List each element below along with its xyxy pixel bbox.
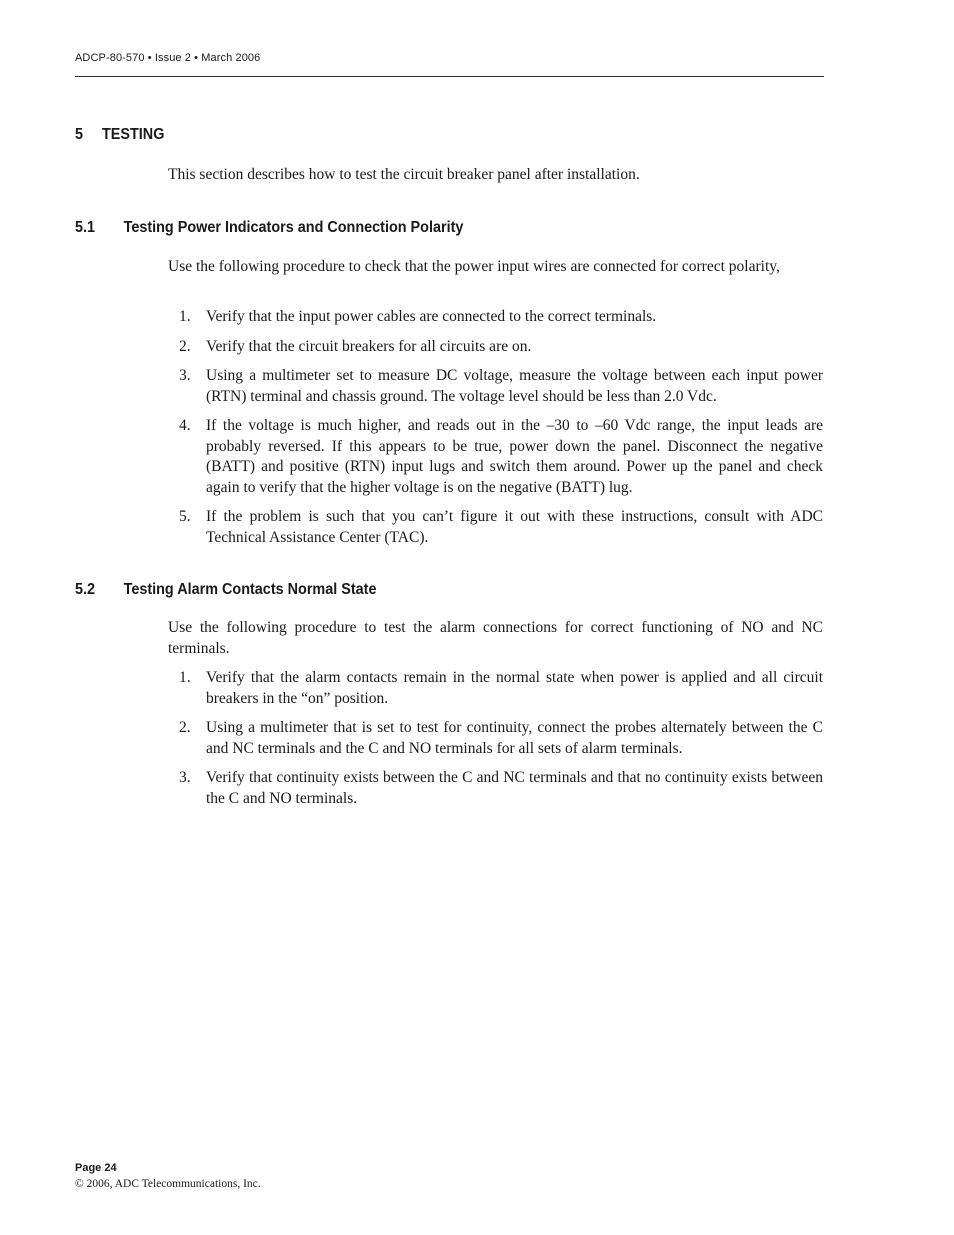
step-text: Verify that the circuit breakers for all circuits are on. (206, 337, 532, 355)
section-title: Testing Alarm Contacts Normal State (123, 581, 377, 598)
step-text: If the problem is such that you can’t figure it out with these instructions, consult with ADC Technical Assistance Center (TAC). (206, 508, 823, 546)
list-item (168, 337, 823, 358)
section-number: 5.2 (75, 581, 96, 598)
section-5-intro: This section describes how to test the circuit breaker panel after installation. (168, 166, 640, 183)
step-number: 4. (179, 417, 191, 434)
step-number: 3. (179, 367, 191, 384)
document-id-header: ADCP-80-570 • Issue 2 • March 2006 (75, 52, 261, 64)
step-text: If the voltage is much higher, and reads out in the –30 to –60 Vdc range, the input leads are probably reversed. If this appears to be true, power down the panel. Disconnect the negative (BATT) and positive (RTN) input lugs and switch them around. Power up the panel and check again to verify that the higher voltage is on the negative (BATT) lug. (206, 417, 823, 496)
section-5-1-steps (168, 307, 823, 557)
section-title: TESTING (102, 126, 165, 143)
section-5-1-heading (75, 219, 463, 237)
copyright-notice: © 2006, ADC Telecommunications, Inc. (75, 1178, 261, 1190)
step-number: 1. (179, 669, 191, 686)
section-number: 5.1 (75, 219, 96, 236)
section-5-2-intro: Use the following procedure to test the alarm connections for correct functioning of NO and NC terminals. (168, 619, 823, 657)
section-5-2-steps (168, 668, 823, 818)
step-number: 5. (179, 508, 191, 525)
list-item (168, 668, 823, 709)
step-text: Verify that the input power cables are connected to the correct terminals. (206, 308, 657, 325)
header-divider (75, 76, 824, 77)
section-number: 5 (75, 126, 84, 143)
step-text: Verify that the alarm contacts remain in the normal state when power is applied and all circuit breakers in the “on” position. (206, 669, 823, 707)
list-item (168, 307, 823, 328)
section-5-1-intro: Use the following procedure to check that the power input wires are connected for correct polarity, (168, 258, 780, 275)
list-item (168, 768, 823, 809)
step-text: Verify that continuity exists between the C and NC terminals and that no continuity exists between the C and NO terminals. (206, 769, 823, 807)
section-title: Testing Power Indicators and Connection Polarity (123, 219, 464, 236)
step-text: Using a multimeter set to measure DC voltage, measure the voltage between each input power (RTN) terminal and chassis ground. The voltage level should be less than 2.0 Vdc. (206, 367, 823, 405)
list-item (168, 416, 823, 498)
step-number: 2. (179, 337, 191, 355)
list-item (168, 718, 823, 759)
section-5-2-heading (75, 581, 376, 599)
step-number: 3. (179, 769, 191, 786)
section-5-heading (75, 126, 164, 144)
step-text: Using a multimeter that is set to test for continuity, connect the probes alternately between the C and NC terminals and the C and NO terminals for all sets of alarm terminals. (206, 719, 823, 757)
page-number: Page 24 (75, 1162, 117, 1174)
step-number: 1. (179, 308, 191, 325)
list-item (168, 366, 823, 407)
list-item (168, 507, 823, 548)
step-number: 2. (179, 719, 191, 736)
